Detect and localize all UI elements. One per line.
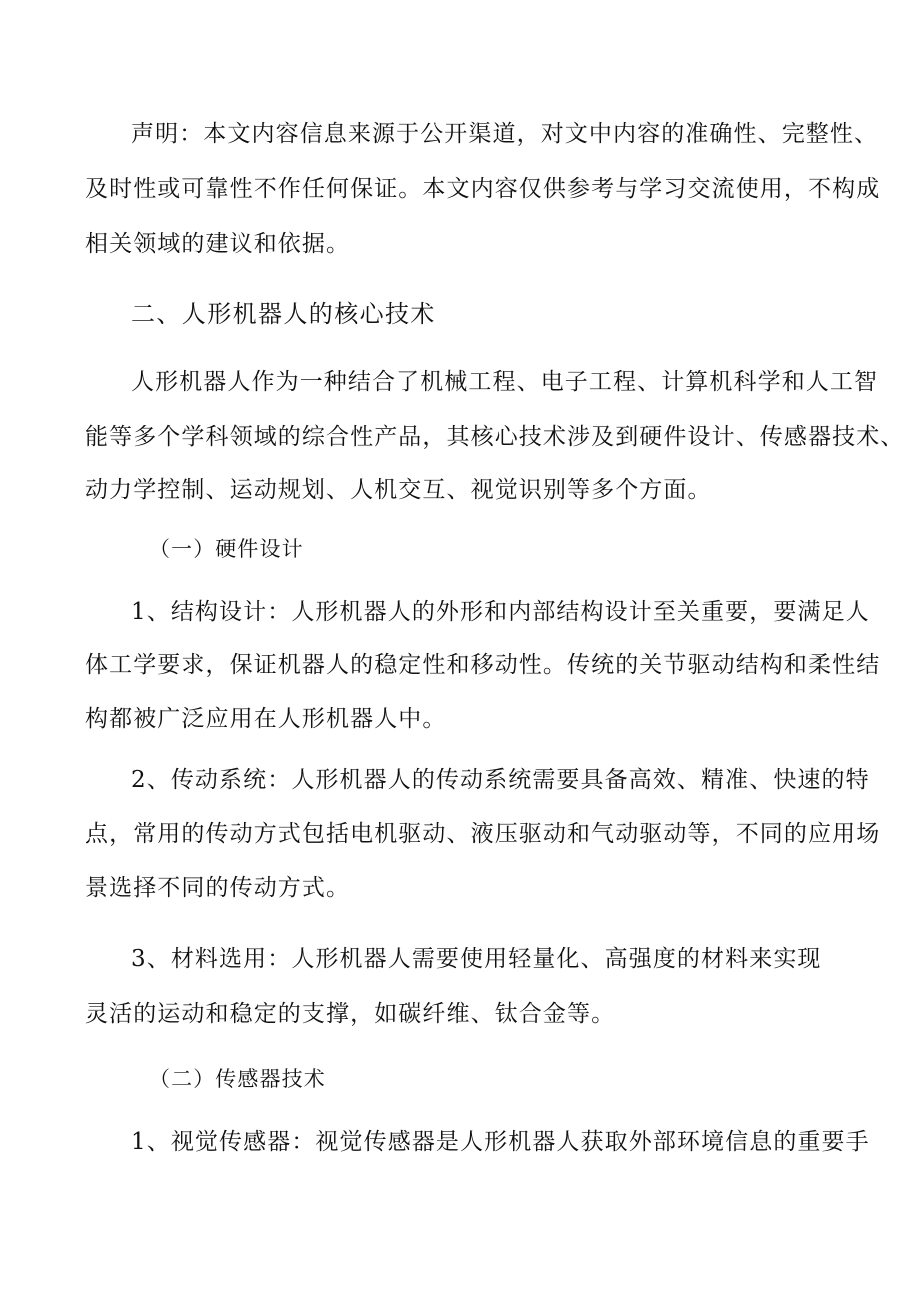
item-1-line-3: 构都被广泛应用在人形机器人中。 xyxy=(85,706,447,732)
subsection-title-hardware: （一）硬件设计 xyxy=(149,537,304,561)
item-1-line-2: 体工学要求，保证机器人的稳定性和移动性。传统的关节驱动结构和柔性结 xyxy=(85,652,881,678)
item-3-line-2: 灵活的运动和稳定的支撑，如碳纤维、钛合金等。 xyxy=(85,1001,616,1027)
item-2-line-3: 景选择不同的传动方式。 xyxy=(85,875,351,901)
intro-line-1: 人形机器人作为一种结合了机械工程、电子工程、计算机科学和人工智 xyxy=(131,369,879,395)
section-title: 二、人形机器人的核心技术 xyxy=(131,300,436,328)
disclaimer-line-2: 及时性或可靠性不作任何保证。本文内容仅供参考与学习交流使用，不构成 xyxy=(85,176,881,202)
item-2-line-2: 点，常用的传动方式包括电机驱动、液压驱动和气动驱动等，不同的应用场 xyxy=(85,821,881,847)
item-3-line-1: 3、材料选用：人形机器人需要使用轻量化、高强度的材料来实现 xyxy=(131,946,822,972)
subsection-title-sensors: （二）传感器技术 xyxy=(149,1067,326,1091)
item-1-line-1: 1、结构设计：人形机器人的外形和内部结构设计至关重要，要满足人 xyxy=(131,599,870,625)
item-2-line-1: 2、传动系统：人形机器人的传动系统需要具备高效、精准、快速的特 xyxy=(131,767,870,793)
intro-line-3: 动力学控制、运动规划、人机交互、视觉识别等多个方面。 xyxy=(85,477,712,503)
item-4-line-1: 1、视觉传感器：视觉传感器是人形机器人获取外部环境信息的重要手 xyxy=(131,1129,870,1155)
disclaimer-line-3: 相关领域的建议和依据。 xyxy=(85,231,351,257)
intro-line-2: 能等多个学科领域的综合性产品，其核心技术涉及到硬件设计、传感器技术、 xyxy=(85,424,905,450)
disclaimer-line-1: 声明：本文内容信息来源于公开渠道，对文中内容的准确性、完整性、 xyxy=(131,121,879,147)
